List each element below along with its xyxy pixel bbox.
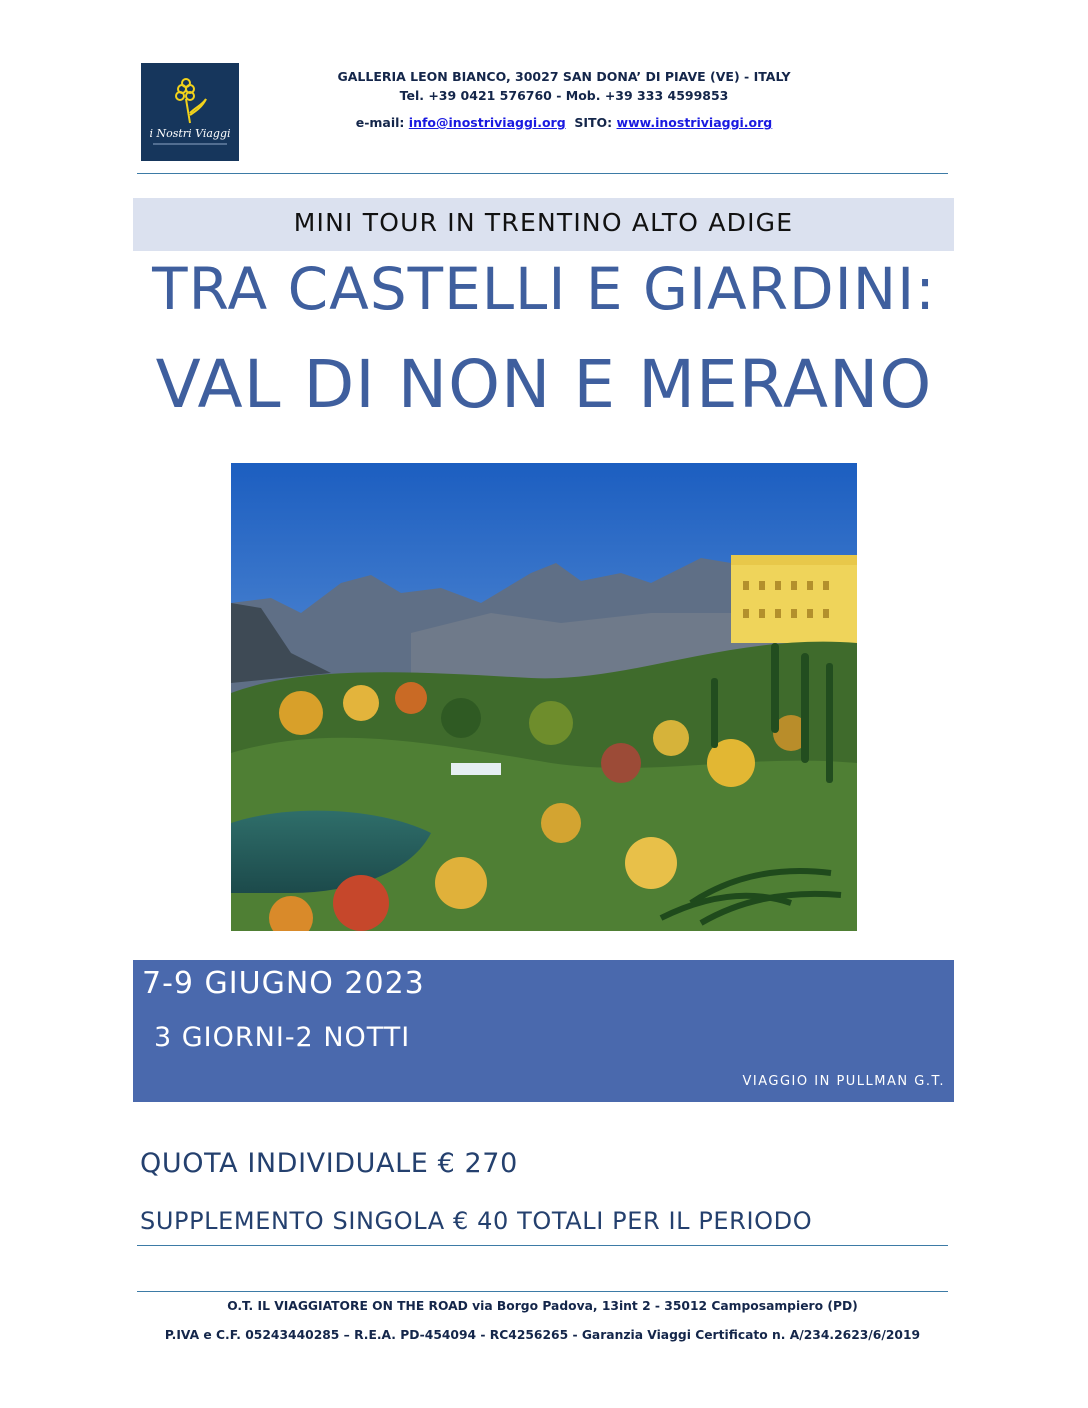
logo-name: i Nostri Viaggi bbox=[149, 127, 231, 140]
trip-dates-block bbox=[133, 960, 954, 1102]
price-single-supplement: SUPPLEMENTO SINGOLA € 40 TOTALI PER IL PERIODO bbox=[140, 1207, 813, 1235]
footer-legal: P.IVA e C.F. 05243440285 – R.E.A. PD-454094 - RC4256265 - Garanzia Viaggi Certificato n. A/234.2623/6/2019 bbox=[164, 1328, 921, 1342]
company-logo bbox=[141, 63, 239, 161]
logo-tagline-decoration bbox=[153, 143, 227, 145]
subtitle-band bbox=[133, 198, 954, 251]
agency-contacts bbox=[250, 115, 878, 130]
trip-transport: VIAGGIO IN PULLMAN G.T. bbox=[742, 1074, 945, 1089]
website-link[interactable]: www.inostriviaggi.org bbox=[616, 115, 773, 130]
agency-address: GALLERIA LEON BIANCO, 30027 SAN DONA’ DI PIAVE (VE) - ITALY bbox=[337, 69, 791, 84]
tour-title-line1: TRA CASTELLI E GIARDINI: bbox=[152, 255, 936, 323]
email-label: e-mail: bbox=[355, 115, 405, 130]
header-divider bbox=[137, 173, 948, 174]
tour-title-line2: VAL DI NON E MERANO bbox=[155, 346, 933, 423]
footer-divider bbox=[137, 1291, 948, 1292]
castle-garden-mountains-photo bbox=[231, 463, 857, 931]
tour-subtitle: MINI TOUR IN TRENTINO ALTO ADIGE bbox=[293, 208, 794, 237]
trip-dates: 7-9 GIUGNO 2023 bbox=[142, 966, 425, 1001]
trip-duration: 3 GIORNI-2 NOTTI bbox=[154, 1022, 411, 1053]
email-link[interactable]: info@inostriviaggi.org bbox=[408, 115, 566, 130]
site-label: SITO: bbox=[574, 115, 613, 130]
footer-operator: O.T. IL VIAGGIATORE ON THE ROAD via Borgo Padova, 13int 2 - 35012 Camposampiero (PD) bbox=[227, 1299, 858, 1313]
price-divider bbox=[137, 1245, 948, 1246]
price-quota: QUOTA INDIVIDUALE € 270 bbox=[140, 1148, 518, 1179]
agency-phone: Tel. +39 0421 576760 - Mob. +39 333 4599853 bbox=[399, 88, 729, 103]
flower-logo-icon bbox=[166, 77, 214, 125]
